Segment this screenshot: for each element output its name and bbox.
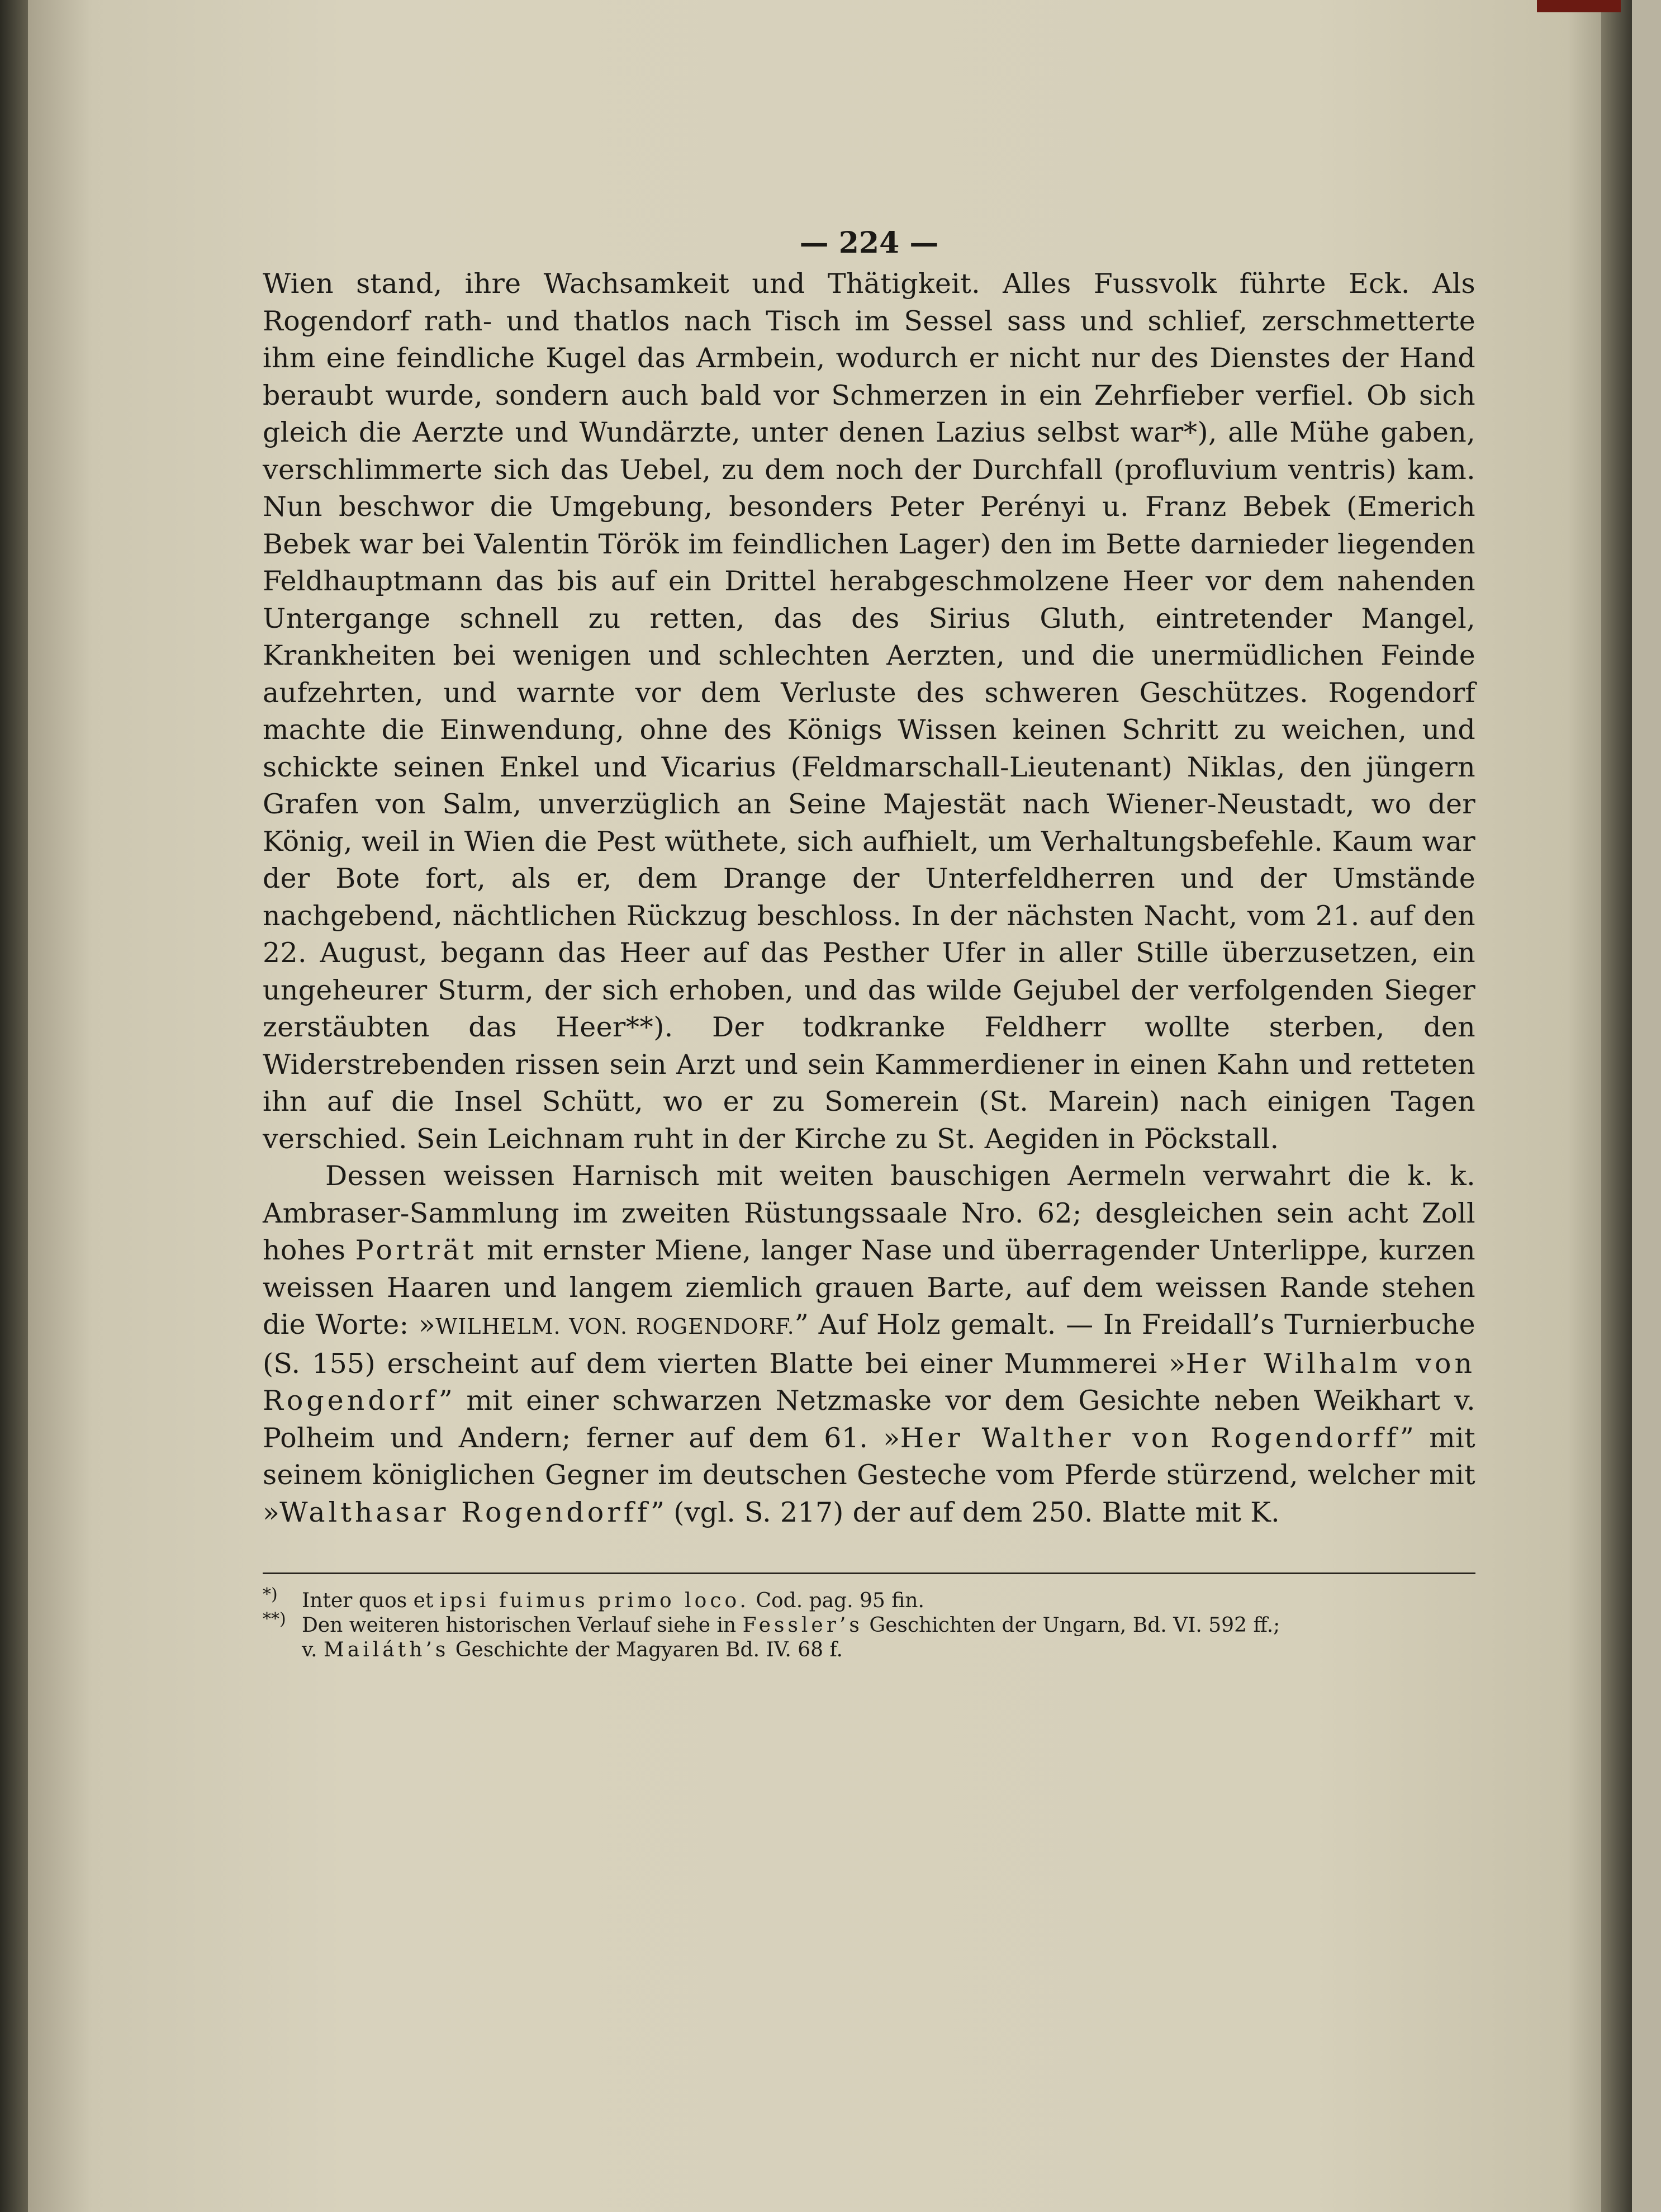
footnotes bbox=[263, 1585, 1475, 1662]
footnote-1-text-a: Inter quos et bbox=[302, 1589, 440, 1612]
portrait-term: Porträt bbox=[355, 1234, 477, 1266]
paragraph-2-part-6: ” (vgl. S. 217) der auf dem 250. Blatte mit K. bbox=[650, 1496, 1280, 1528]
footnote-2-text-a: Den weiteren historischen Verlauf siehe in bbox=[302, 1614, 743, 1637]
page-edge bbox=[1601, 0, 1632, 2212]
page-number: — 224 — bbox=[799, 226, 939, 260]
paragraph-2 bbox=[263, 1158, 1475, 1531]
footnote-2-text-d: v. bbox=[302, 1638, 324, 1661]
footnote-1-text-c: Cod. pag. 95 fin. bbox=[749, 1589, 924, 1612]
name-walther: Her Walther von Rogendorff bbox=[900, 1422, 1400, 1454]
footnote-1: *) Inter quos et ipsi fuimus primo loco. Cod. pag. 95 fin. bbox=[263, 1585, 924, 1612]
paragraph-2-part-3: ” Auf Holz gemalt. — In Freidall’s Turnierbuche (S. 155) erscheint auf dem vierten Blatte bei einer Mummerei » bbox=[263, 1309, 1475, 1380]
text-block bbox=[263, 221, 1475, 1662]
footnote-2-mailath: Mailáth’s bbox=[323, 1638, 449, 1661]
corner-mark bbox=[1537, 0, 1621, 12]
footnote-2-continued bbox=[263, 1638, 1475, 1662]
body-text bbox=[263, 266, 1475, 1531]
paragraph-1: Wien stand, ihre Wachsamkeit und Thätigkeit. Alles Fussvolk führte Eck. Als Rogendorf rath- und thatlos nach Tisch im Sessel sass und schlief, zerschmetterte ihm eine feindliche Kugel das Armbein, wodurch er nicht nur des Dienstes der Hand beraubt wurde, sondern auch bald vor Schmerzen in ein Zehrfieber verfiel. Ob sich gleich die Aerzte und Wundärzte, unter denen Lazius selbst war*), alle Mühe gaben, verschlimmerte sich das Uebel, zu dem noch der Durchfall (profluvium ventris) kam. Nun beschwor die Umgebung, besonders Peter Perényi u. Franz Bebek (Emerich Bebek war bei Valentin Török im feindlichen Lager) den im Bette darnieder liegenden Feldhauptmann das bis auf ein Drittel herabgeschmolzene Heer vor dem nahenden Untergange schnell zu retten, das des Sirius Gluth, eintretender Mangel, Krankheiten bei wenigen und schlechten Aerzten, und die unermüdlichen Feinde aufzehrten, und warnte vor dem Verluste des schweren Geschützes. Rogendorf machte die Einwendung, ohne des Königs Wissen keinen Schritt zu weichen, und schickte seinen Enkel und Vicarius (Feldmarschall-Lieutenant) Niklas, den jüngern Grafen von Salm, unverzüglich an Seine Majestät nach Wiener-Neustadt, wo der König, weil in Wien die Pest wüthete, sich aufhielt, um Verhaltungsbefehle. Kaum war der Bote fort, als er, dem Drange der Unterfeldherren und der Umstände nachgebend, nächtlichen Rückzug beschloss. In der nächsten Nacht, vom 21. auf den 22. August, begann das Heer auf das Pesther Ufer in aller Stille überzusetzen, ein ungeheurer Sturm, der sich erhoben, und das wilde Gejubel der verfolgenden Sieger zerstäubten das Heer**). Der todkranke Feldherr wollte sterben, den Widerstrebenden rissen sein Arzt und sein Kammerdiener in einen Kahn und retteten ihn auf die Insel Schütt, wo er zu Somerein (St. Marein) nach einigen Tagen verschied. Sein Leichnam ruht in der Kirche zu St. Aegiden in Pöckstall. bbox=[263, 268, 1475, 1155]
footnote-divider bbox=[263, 1572, 1475, 1574]
footnote-2-text-c: Geschichten der Ungarn, Bd. VI. 592 ff.; bbox=[862, 1614, 1280, 1637]
name-wilhalm: Her Wilhalm von Rogendorf bbox=[263, 1347, 1475, 1417]
footnote-1-text-b: ipsi fuimus primo loco. bbox=[439, 1589, 749, 1612]
footnote-2: **) Den weiteren historischen Verlauf siehe in Fessler’s Geschichten der Ungarn, Bd. VI. 592 ff.; bbox=[263, 1609, 1280, 1637]
paragraph-2-part-1: Dessen weissen Harnisch mit weiten bauschigen Aermeln verwahrt die k. k. Ambraser-Sammlung im zweiten Rüstungssaale Nro. 62; desgleichen sein acht Zoll hohes bbox=[263, 1160, 1475, 1266]
inscription: WILHELM. VON. ROGENDORF. bbox=[435, 1314, 795, 1339]
name-walthasar: Walthasar Rogendorff bbox=[279, 1496, 651, 1528]
paragraph-2-part-5: ” mit seinem königlichen Gegner im deutschen Gesteche vom Pferde stürzend, welcher mit » bbox=[263, 1422, 1475, 1528]
footnote-2-text-f: Geschichte der Magyaren Bd. IV. 68 f. bbox=[449, 1638, 843, 1661]
footnote-2-fessler: Fessler’s bbox=[742, 1614, 863, 1637]
paragraph-2-part-4: ” mit einer schwarzen Netzmaske vor dem Gesichte neben Weikhart v. Polheim und Andern; ferner auf dem 61. » bbox=[263, 1385, 1475, 1454]
paragraph-2-part-2: mit ernster Miene, langer Nase und überragender Unterlippe, kurzen weissen Haaren und langem ziemlich grauen Barte, auf dem weissen Rande stehen die Worte: » bbox=[263, 1234, 1476, 1341]
